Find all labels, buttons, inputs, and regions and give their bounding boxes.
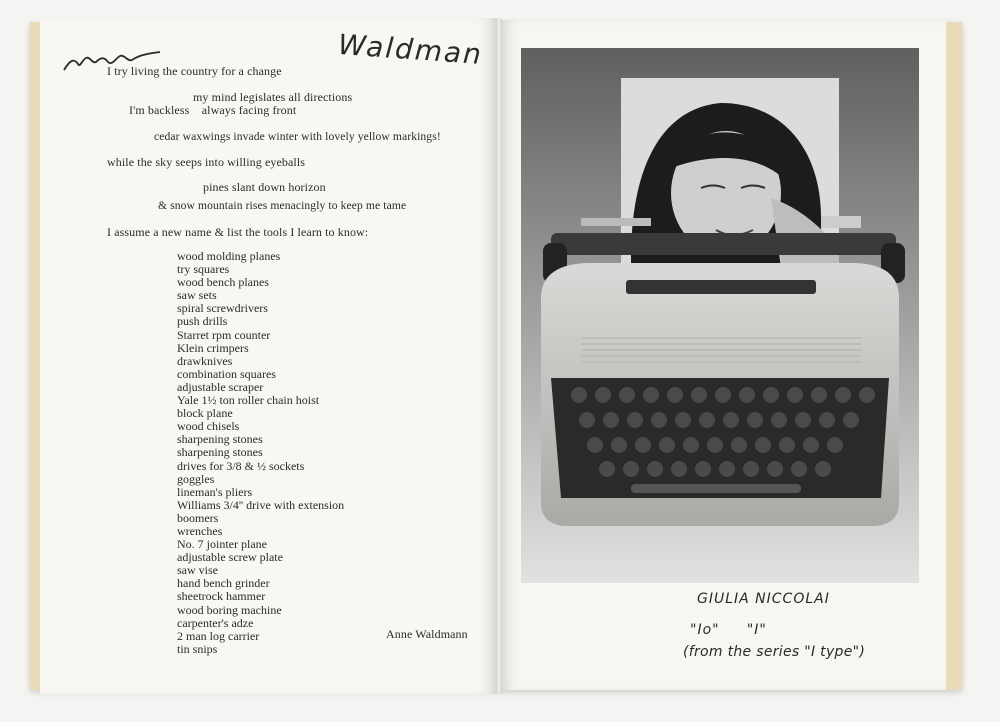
tool-item: sharpening stones [177,432,263,447]
tool-item: saw sets [177,288,217,303]
poem-line-7: & snow mountain rises menacingly to keep me tame [158,199,407,212]
tool-item: saw vise [177,563,218,578]
tools-list [177,250,344,656]
caption-author: GIULIA NICCOLAI [697,591,830,607]
poem-line-3: I'm backless always facing front [129,103,297,117]
tool-item: wrenches [177,523,223,538]
poem-line-4: cedar waxwings invade winter with lovely yellow markings! [154,130,441,143]
tool-item: Williams 3/4'' drive with extension [177,497,345,512]
poem-line-5: while the sky seeps into willing eyeballs [107,155,306,169]
tool-item: sharpening stones [177,445,263,460]
handwritten-signature: Waldman [337,27,485,72]
tool-item: sheetrock hammer [177,589,266,604]
typewriter-illustration [521,48,919,583]
tool-item: spiral screwdrivers [177,301,268,316]
tool-item: tin snips [177,641,218,656]
tool-item: wood chisels [177,419,240,434]
caption-titles: "Io" "I" [690,622,767,638]
poem-line-1: I try living the country for a change [107,64,282,78]
tool-item: adjustable scraper [177,379,264,394]
poem-author: Anne Waldmann [386,627,468,641]
typewriter-photo [521,48,919,583]
tool-item: Yale 1½ ton roller chain hoist [177,393,320,408]
poem-line-2: my mind legislates all directions [193,90,353,104]
tool-item: wood boring machine [177,602,282,617]
tool-item: Klein crimpers [177,340,249,355]
caption-series: (from the series "I type") [683,644,866,660]
tool-item: lineman's pliers [177,484,253,499]
tool-item: combination squares [177,366,276,381]
tool-item: boomers [177,510,219,525]
tool-item: wood molding planes [177,249,281,263]
tool-item: block plane [177,406,233,421]
tool-item: goggles [177,471,215,486]
tool-item: carpenter's adze [177,615,254,630]
tool-item: drawknives [177,353,233,368]
tool-item: No. 7 jointer plane [177,537,267,552]
tool-item: 2 man log carrier [177,628,260,643]
book-gutter [496,18,502,694]
poem-line-8: I assume a new name & list the tools I learn to know: [107,225,369,239]
tool-item: push drills [177,314,228,329]
tool-item: Starret rpm counter [177,327,271,342]
tool-item: try squares [177,262,230,277]
poem-line-6: pines slant down horizon [203,180,326,194]
tool-item: hand bench grinder [177,576,270,591]
tool-item: adjustable screw plate [177,550,283,565]
tool-item: drives for 3/8 & ½ sockets [177,458,305,473]
tool-item: wood bench planes [177,275,269,290]
